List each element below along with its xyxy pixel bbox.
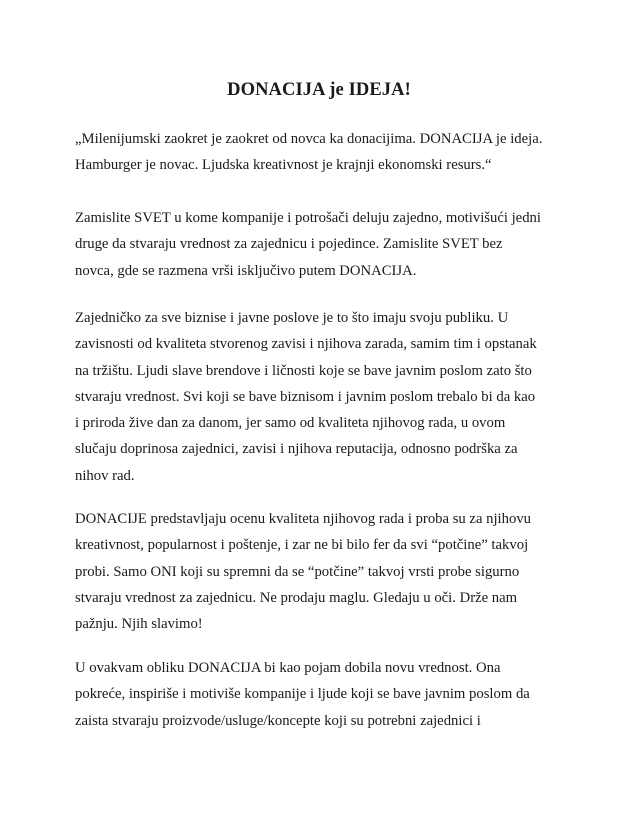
text-line: probi. Samo ONI koji su spremni da se “potčine” takvoj vrsti probe sigurno	[75, 563, 520, 580]
text-line: stvaraju vrednost. Svi koji se bave biznisom i javnim poslom trebalo bi da kao	[75, 388, 536, 405]
text-line: nihov rad.	[75, 467, 135, 484]
text-line: druge da stvaraju vrednost za zajednicu i pojedince. Zamislite SVET bez	[75, 236, 503, 253]
text-line: pažnju. Njih slavimo!	[75, 616, 203, 633]
text-line: novca, gde se razmena vrši isključivo putem DONACIJA.	[75, 262, 417, 279]
text-line: zaista stvaraju proizvode/usluge/koncepte koji su potrebni zajednici i	[75, 712, 481, 729]
text-line: i priroda žive dan za danom, jer samo od kvaliteta njihovog rada, u ovom	[75, 415, 506, 432]
text-line: na tržištu. Ljudi slave brendove i ličnosti koje se bave javnim poslom zato što	[75, 362, 532, 379]
paragraph-new-value	[75, 655, 575, 734]
text-line: kreativnost, popularnost i poštenje, i zar ne bi bilo fer da svi “potčine” takvoj	[75, 537, 529, 554]
text-line: „Milenijumski zaokret je zaokret od novca ka donacijima. DONACIJA je ideja.	[75, 131, 543, 147]
paragraph-quote	[75, 126, 575, 179]
paragraph-audience	[75, 305, 575, 489]
paragraph-donations	[75, 506, 575, 637]
paragraph-imagine	[75, 205, 575, 284]
text-line: Zamislite SVET u kome kompanije i potrošači deluju zajedno, motivišući jedni	[75, 210, 541, 226]
text-line: pokreće, inspiriše i motiviše kompanije i ljude koji se bave javnim poslom da	[75, 686, 530, 703]
document-title: DONACIJA je IDEJA!	[227, 80, 411, 100]
text-line: slučaju doprinosa zajednici, zavisi i njihova reputacija, odnosno podrška za	[75, 441, 518, 458]
text-line: Zajedničko za sve biznise i javne poslove je to što imaju svoju publiku. U	[75, 310, 509, 326]
text-line: zavisnosti od kvaliteta stvorenog zavisi i njihova zarada, samim tim i opstanak	[75, 336, 537, 353]
text-line: Hamburger je novac. Ljudska kreativnost je krajnji ekonomski resurs.“	[75, 157, 492, 174]
text-line: DONACIJE predstavljaju ocenu kvaliteta njihovog rada i proba su za njihovu	[75, 511, 532, 527]
text-line: stvaraju vrednost za zajednicu. Ne prodaju maglu. Gledaju u oči. Drže nam	[75, 589, 518, 606]
text-line: U ovakvam obliku DONACIJA bi kao pojam dobila novu vrednost. Ona	[75, 660, 501, 676]
